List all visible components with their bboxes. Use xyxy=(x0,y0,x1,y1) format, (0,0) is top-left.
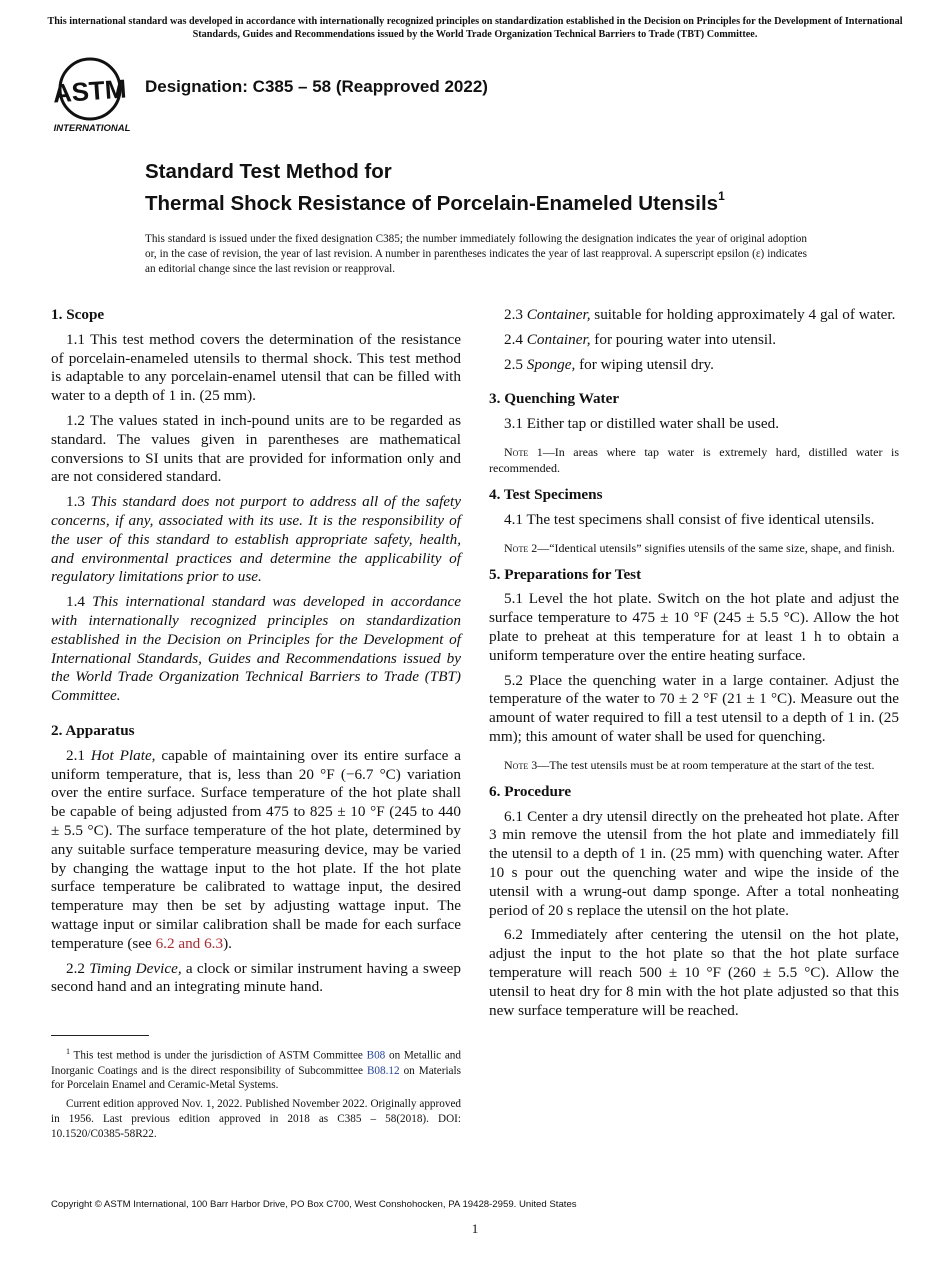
paragraph-6-2: 6.2 Immediately after centering the utensil on the hot plate, adjust the input to the hot plate so that the hot plate surface temperature will reach 500 ± 10 °F (260 ± 5.5 °C). Allow the utensil to heat dry for 8 min with the hot plate adjusted so that this new surface temperature will be reached. xyxy=(489,926,899,1019)
title-line-2: Thermal Shock Resistance of Porcelain-Enameled Utensils$^1$ xyxy=(145,189,725,215)
note-1: Note 1—In areas where tap water is extremely hard, distilled water is recommended. xyxy=(489,444,900,475)
copyright-line: Copyright © ASTM International, 100 Barr Harbor Drive, PO Box C700, West Conshohocken, PA 19428-2959. United States xyxy=(51,1199,577,1210)
svg-text:INTERNATIONAL: INTERNATIONAL xyxy=(53,123,131,134)
paragraph-2-3: 2.3 Container, suitable for holding approximately 4 gal of water. xyxy=(504,306,896,323)
section-heading-quenching-water: 3. Quenching Water xyxy=(489,390,620,408)
link-b08[interactable]: B08 xyxy=(366,1049,386,1062)
paragraph-3-1: 3.1 Either tap or distilled water shall be used. xyxy=(504,415,779,433)
link-6-2-and-6-3[interactable]: 6.2 and 6.3 xyxy=(155,934,224,952)
page-number: 1 xyxy=(471,1221,479,1236)
paragraph-1-3: 1.3 This standard does not purport to address all of the safety concerns, if any, associated with its use. It is the responsibility of the user of this standard to establish appropriate safety, health, and environmental practices and determine the applicability of regulatory limitations prior to use. xyxy=(51,493,462,586)
paragraph-6-1: 6.1 Center a dry utensil directly on the preheated hot plate. After 3 min remove the utensil from the hot plate and immediately fill the utensil to a depth of 1 in. (25 mm) with quenching water. After 10 s pour out the quenching water and wipe the inside of the utensil with a wrung-out damp sponge. After a total nonheating period of 20 s replace the utensil on the hot plate. xyxy=(489,807,899,919)
astm-logo xyxy=(52,56,134,134)
paragraph-4-1: 4.1 The test specimens shall consist of five identical utensils. xyxy=(504,510,875,528)
note-3: Note 3—The test utensils must be at room temperature at the start of the test. xyxy=(504,757,875,772)
footnote-edition: Current edition approved Nov. 1, 2022. Published November 2022. Originally approved in 1956. Last previous edition approved in 2018 as C385 – 58(2018). DOI: 10.1520/C0385-58R22. xyxy=(51,1098,461,1140)
footnote-1: $^1$ This test method is under the jurisdiction of ASTM Committee B08 on Metallic and Inorganic Coatings and is the direct responsibility of Subcommittee B08.12 on Materials for Porcelain Enamel and Ceramic-Metal Systems. xyxy=(51,1047,461,1092)
right-column xyxy=(489,306,899,1026)
paragraph-2-5: 2.5 Sponge, for wiping utensil dry. xyxy=(504,355,714,373)
paragraph-1-4: 1.4 This international standard was developed in accordance with internationally recognized principles on standardization established in the Decision on Principles for the Development of International Standards, Guides and Recommendations issued by the World Trade Organization Technical Barriers to Trade (TBT) Committee. xyxy=(51,593,462,705)
section-heading-procedure: 6. Procedure xyxy=(489,782,572,800)
left-column xyxy=(51,306,461,1003)
footnotes xyxy=(51,1045,461,1146)
section-heading-apparatus: 2. Apparatus xyxy=(51,721,135,739)
section-heading-test-specimens: 4. Test Specimens xyxy=(489,485,603,503)
top-notice: This international standard was developed in accordance with internationally recognized principles on standardization established in the Decision on Principles for the Development of International Standards, Guides and Recommendations issued by the World Trade Organization Technical Barriers to Trade (TBT) Committee. xyxy=(47,16,903,40)
intro-paragraph: This standard is issued under the fixed designation C385; the number immediately following the designation indicates the year of original adoption or, in the case of revision, the year of last revision. A number in parentheses indicates the year of last reapproval. A superscript epsilon (ε) indicates an editorial change since the last revision or reapproval. xyxy=(145,233,807,275)
document-title xyxy=(145,159,725,217)
link-b08-12[interactable]: B08.12 xyxy=(366,1064,400,1077)
paragraph-5-2: 5.2 Place the quenching water in a large container. Adjust the temperature of the water to 70 ± 2 °F (21 ± 1 °C). Measure out the amount of water required to fill a test utensil to a depth of 1 in. (25 mm); this amount of water shall be used for quenching. xyxy=(489,671,899,745)
title-footnote-mark: 1 xyxy=(718,189,725,203)
note-2: Note 2—“Identical utensils” signifies utensils of the same size, shape, and finish. xyxy=(504,540,895,555)
svg-text:ASTM: ASTM xyxy=(52,73,128,109)
paragraph-2-2: 2.2 Timing Device, a clock or similar instrument having a sweep second hand and an integrating minute hand. xyxy=(51,959,461,996)
designation: Designation: C385 – 58 (Reapproved 2022) xyxy=(145,77,488,96)
section-heading-scope: 1. Scope xyxy=(51,306,105,323)
footnote-divider xyxy=(51,1035,149,1036)
paragraph-1-1: 1.1 This test method covers the determination of the resistance of porcelain-enameled utensils to thermal shock. This test method is adaptable to any porcelain-enamel utensil that can be filled with water to a depth of 1 in. (25 mm). xyxy=(51,330,461,405)
title-line-1: Standard Test Method for xyxy=(145,160,392,183)
paragraph-2-4: 2.4 Container, for pouring water into utensil. xyxy=(504,330,777,348)
paragraph-1-2: 1.2 The values stated in inch-pound units are to be regarded as standard. The values given in parentheses are mathematical conversions to SI units that are provided for information only and are not considered standard. xyxy=(51,411,461,486)
paragraph-5-1: 5.1 Level the hot plate. Switch on the hot plate and adjust the surface temperature to 475 ± 10 °F (245 ± 5.5 °C). Allow the hot plate to preheat at this temperature for at least 1 h to obtain a uniform temperature over the entire heating surface. xyxy=(489,590,899,664)
section-heading-preparations: 5. Preparations for Test xyxy=(489,565,642,583)
paragraph-2-1: 2.1 Hot Plate, capable of maintaining over its entire surface a uniform temperature, that is, less than 20 °F (−6.7 °C) variation over the entire surface. Surface temperature of the hot plate shall be capable of being adjusted from 475 to 825 ± 10 °F (245 to 440 ± 5.5 °C). The surface temperature of the hot plate, determined by any suitable surface temperature measuring device, may be varied by changing the wattage input to the hot plate. If the hot plate surface temperature be calibrated to wattage input, the desired temperature may then be set by adjusting wattage input. The wattage input or similar calibration shall be made for each surface temperature (see 6.2 and 6.3). xyxy=(51,746,461,952)
